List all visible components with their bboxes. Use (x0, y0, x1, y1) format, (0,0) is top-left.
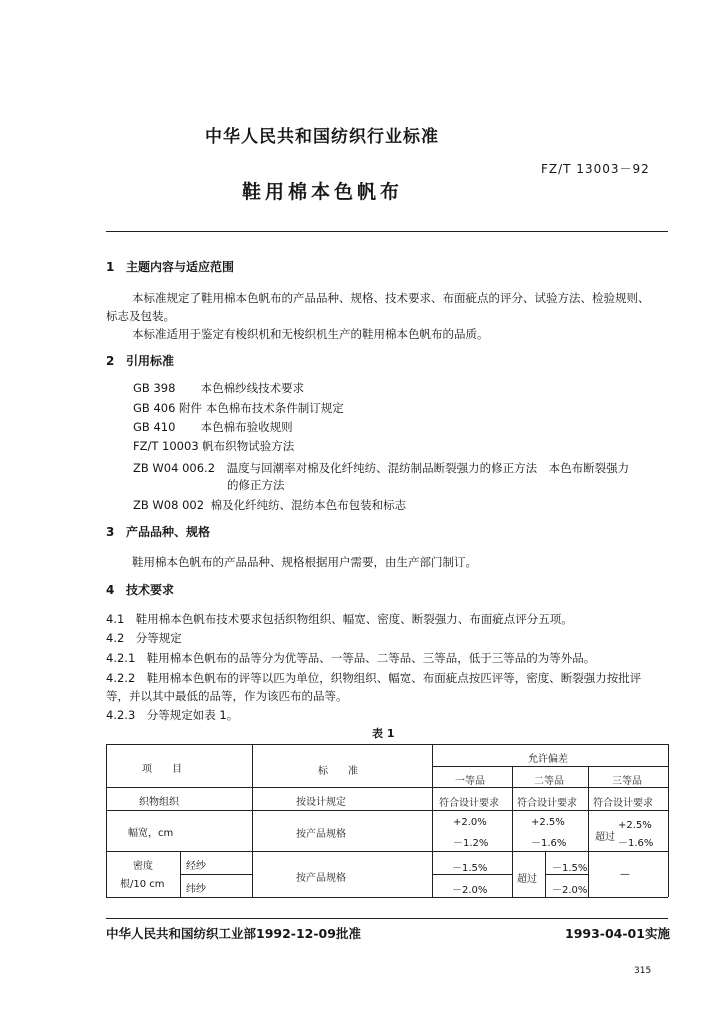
section-number: 4 (106, 583, 115, 597)
clause-4-2-3: 4.2.3 分等规定如表 1。 (106, 708, 239, 722)
section-number: 2 (106, 354, 115, 368)
section-3-paragraph: 鞋用棉本色帆布的产品品种、规格根据用户需要，由生产部门制订。 (132, 555, 477, 569)
table-border (180, 874, 252, 875)
clause-4-2: 4.2 分等规定 (106, 631, 182, 645)
reference-text: 帆布织物试验方法 (202, 439, 295, 453)
row-width-grade-2-plus: +2.5% (531, 817, 565, 828)
table-border (432, 874, 512, 875)
table-border (432, 766, 668, 767)
header-rule (106, 231, 668, 232)
section-title: 主题内容与适应范围 (126, 260, 235, 274)
reference-text: 的修正方法 (227, 478, 285, 492)
standard-code: FZ/T 13003－92 (541, 162, 650, 176)
row-width-grade-2-minus: －1.6% (531, 838, 567, 849)
table-caption: 表 1 (372, 727, 395, 740)
reference-item (133, 400, 344, 416)
row-density-standard: 按产品规格 (296, 873, 346, 884)
row-density-unit: 根/10 cm (120, 879, 165, 890)
row-weave-grade-2: 符合设计要求 (517, 798, 577, 809)
reference-item (133, 438, 294, 454)
clause-4-2-2: 4.2.2 鞋用棉本色帆布的评等以匹为单位，织物组织、幅宽、布面疵点按匹评等，密度、断裂强力按批评 (106, 671, 642, 685)
section-2-heading (106, 352, 174, 369)
table-border (545, 874, 588, 875)
reference-code: FZ/T 10003 (133, 439, 199, 453)
row-width-grade-3-prefix: 超过 (595, 832, 615, 843)
row-weave-label: 织物组织 (139, 797, 179, 808)
reference-item (133, 419, 293, 435)
section-4-heading (106, 581, 174, 598)
row-width-label: 幅宽，cm (128, 828, 174, 839)
table-border (106, 744, 107, 897)
reference-code: ZB W04 006.2 (133, 461, 216, 475)
table-border (512, 766, 513, 897)
clause-4-1: 4.1 鞋用棉本色帆布技术要求包括织物组织、幅宽、密度、断裂强力、布面疵点评分五项。 (106, 612, 573, 626)
table-border (106, 851, 668, 852)
section-title: 引用标准 (126, 354, 175, 368)
section-1-paragraph-line: 本标准规定了鞋用棉本色帆布的产品品种、规格、技术要求、布面疵点的评分、试验方法、检验规则、 (132, 291, 650, 305)
document-title: 鞋用棉本色帆布 (242, 181, 404, 203)
standard-category-title: 中华人民共和国纺织行业标准 (205, 127, 439, 147)
reference-item (133, 380, 304, 396)
table-border (106, 810, 668, 811)
section-1-paragraph-line: 标志及包装。 (106, 309, 175, 323)
reference-item (133, 497, 406, 513)
row-density-grade-2-weft: －2.0% (552, 885, 588, 896)
row-density-grade-1-weft: －2.0% (452, 885, 488, 896)
footer-rule (106, 918, 668, 919)
table-border (180, 851, 181, 897)
reference-code: GB 406 附件 (133, 401, 203, 415)
table-border (545, 851, 546, 897)
row-width-grade-1-plus: +2.0% (453, 817, 487, 828)
row-density-warp: 经纱 (186, 861, 206, 872)
row-density-weft: 纬纱 (186, 884, 206, 895)
table-header-grade-2: 二等品 (534, 776, 564, 787)
section-number: 3 (106, 525, 115, 539)
row-density-label: 密度 (133, 861, 153, 872)
row-width-grade-3-minus: －1.6% (618, 838, 654, 849)
row-width-grade-1-minus: －1.2% (453, 838, 489, 849)
reference-code: GB 410 (133, 420, 176, 434)
table-border (432, 744, 433, 897)
reference-text: 温度与回潮率对棉及化纤纯纺、混纺制品断裂强力的修正方法 本色布断裂强力 (226, 461, 630, 475)
row-density-grade-2-warp: －1.5% (552, 863, 588, 874)
table-border (106, 897, 668, 898)
implementation-date: 1993-04-01实施 (565, 926, 670, 941)
table-border (106, 787, 668, 788)
clause-4-2-2-continued: 等，并以其中最低的品等，作为该匹布的品等。 (106, 689, 348, 703)
reference-item (227, 477, 285, 493)
section-1-paragraph: 本标准适用于鉴定有梭织机和无梭织机生产的鞋用棉本色帆布的品质。 (132, 327, 489, 341)
reference-text: 本色棉纱线技术要求 (200, 381, 305, 395)
row-density-grade-2-prefix: 超过 (517, 874, 537, 885)
row-width-grade-3-plus: +2.5% (618, 820, 652, 831)
table-border (252, 744, 253, 897)
table-border (668, 744, 669, 897)
reference-code: ZB W08 002 (133, 498, 205, 512)
table-header-tolerance: 允许偏差 (528, 754, 568, 765)
reference-text: 本色棉布技术条件制订规定 (205, 401, 344, 415)
row-weave-grade-3: 符合设计要求 (593, 798, 653, 809)
approval-statement: 中华人民共和国纺织工业部1992-12-09批准 (106, 926, 361, 941)
table-header-grade-3: 三等品 (612, 776, 642, 787)
table-header-grade-1: 一等品 (455, 776, 485, 787)
table-border (106, 744, 668, 745)
section-title: 技术要求 (126, 583, 175, 597)
section-1-heading (106, 258, 234, 275)
row-weave-grade-1: 符合设计要求 (439, 798, 499, 809)
table-border (588, 766, 589, 897)
table-header-item: 项 目 (142, 764, 182, 775)
table-header-standard: 标 准 (318, 766, 358, 777)
row-density-grade-1-warp: －1.5% (452, 863, 488, 874)
row-width-standard: 按产品规格 (296, 829, 346, 840)
row-density-grade-3: — (620, 869, 630, 880)
section-title: 产品品种、规格 (126, 525, 211, 539)
page-number: 315 (634, 966, 652, 976)
reference-text: 棉及化纤纯纺、混纺本色布包装和标志 (210, 498, 407, 512)
reference-code: GB 398 (133, 381, 176, 395)
section-3-heading (106, 523, 210, 540)
reference-text: 本色棉布验收规则 (200, 420, 293, 434)
clause-4-2-1: 4.2.1 鞋用棉本色帆布的品等分为优等品、一等品、二等品、三等品，低于三等品的为等外品。 (106, 651, 596, 665)
section-number: 1 (106, 260, 115, 274)
row-weave-standard: 按设计规定 (296, 797, 346, 808)
reference-item (133, 460, 629, 476)
